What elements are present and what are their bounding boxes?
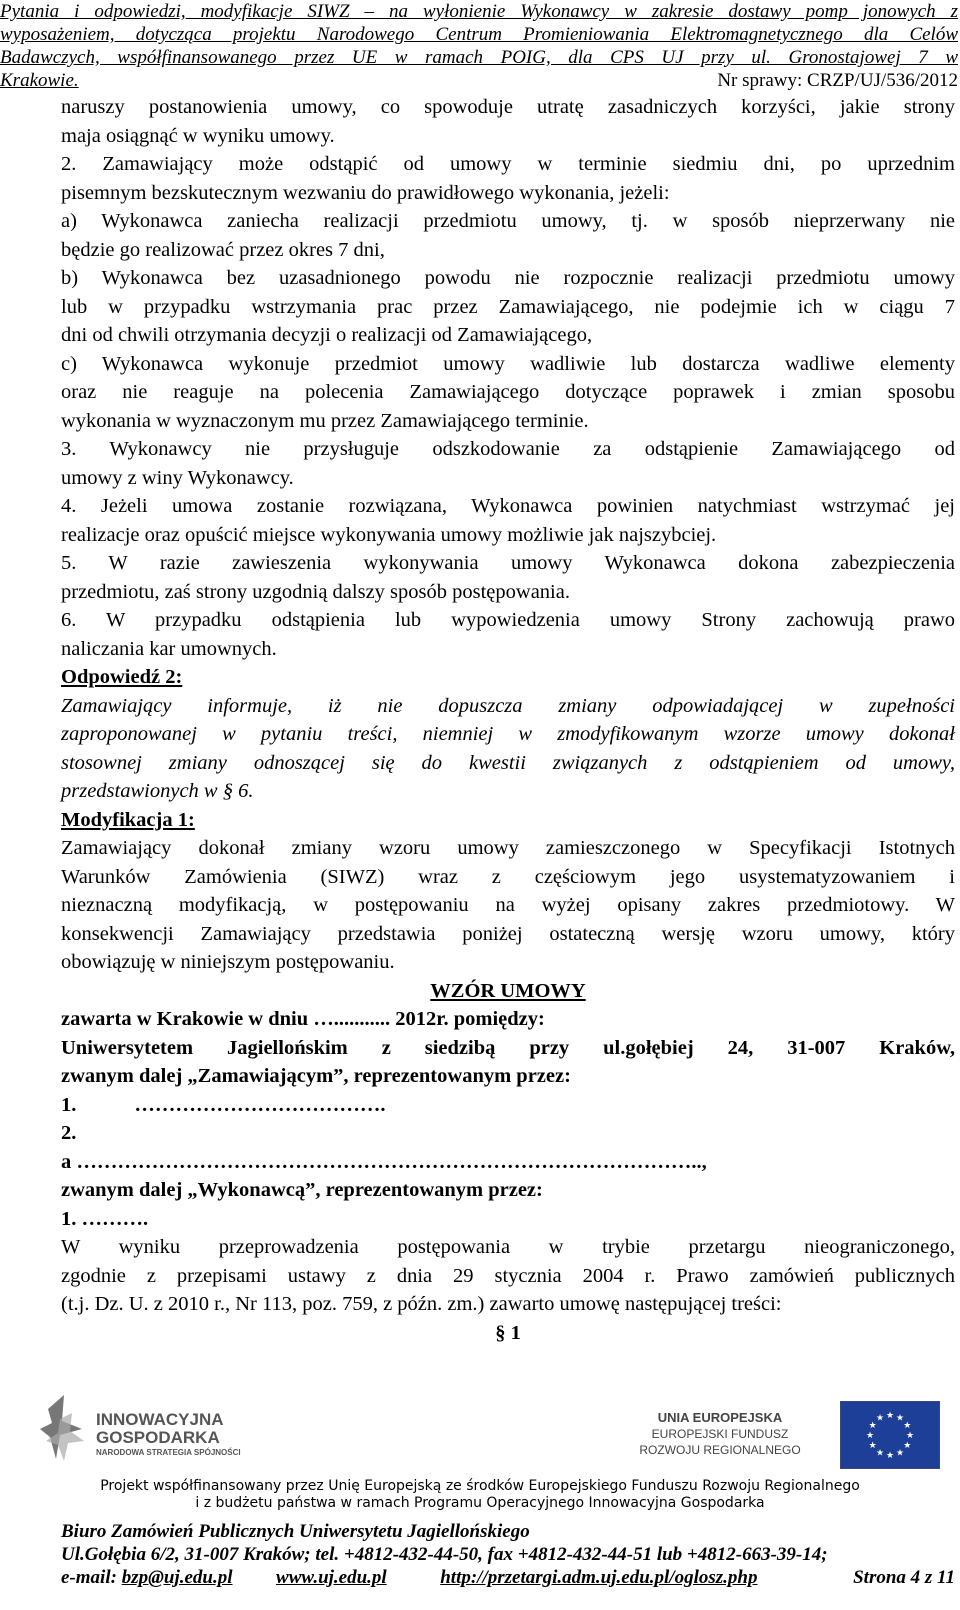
header-line-1: Pytania i odpowiedzi, modyfikacje SIWZ – na wyłonienie Wykonawcy w zakresie dostawy pomp jonowych z: [0, 1, 958, 22]
text-line: 3. Wykonawcy nie przysługuje odszkodowanie za odstąpienie Zamawiającego od: [61, 438, 955, 460]
eu-star-icon: ★: [903, 1440, 912, 1450]
text-line: 2. Zamawiający może odstąpić od umowy w terminie siedmiu dni, po uprzednim: [61, 153, 955, 175]
answer-line: zaproponowanej w pytaniu treści, niemniej w zmodyfikowanym wzorze umowy dokonał: [61, 723, 955, 745]
logo-right-text: [630, 1409, 810, 1458]
text-line: realizacje oraz opuścić miejsce wykonywania umowy możliwie jak najszybciej.: [61, 523, 717, 546]
header-line-4: [0, 69, 958, 92]
eu-star-icon: ★: [875, 1412, 885, 1423]
text-line: naruszy postanowienia umowy, co spowoduje utratę zasadniczych korzyści, jakie strony: [61, 96, 955, 118]
text-line: 5. W razie zawieszenia wykonywania umowy Wykonawca dokona zabezpieczenia: [61, 552, 955, 574]
text-line: (t.j. Dz. U. z 2010 r., Nr 113, poz. 759, z późn. zm.) zawarto umowę następującej treści:: [61, 1293, 782, 1315]
text-line: nieznaczną modyfikacją, w postępowaniu na wyżej opisany zakres przedmiotowy. W: [61, 894, 955, 916]
section-mark: § 1: [495, 1321, 521, 1344]
contract-title: WZÓR UMOWY: [430, 979, 586, 1002]
contract-line: zwanym dalej „Zamawiającym”, reprezentowanym przez:: [61, 1065, 571, 1087]
text-line: wykonania w wyznaczonym mu przez Zamawiającego terminie.: [61, 409, 589, 432]
contract-line: [61, 1091, 955, 1120]
eu-star-icon: ★: [895, 1447, 905, 1458]
page-number: Strona 4 z 11: [853, 1567, 955, 1588]
header-location: Krakowie.: [0, 70, 79, 91]
text-line: umowy z winy Wykonawcy.: [61, 466, 294, 489]
text-line: 4. Jeżeli umowa zostanie rozwiązana, Wykonawca powinien natychmiast wstrzymać jej: [61, 495, 955, 517]
header-line-2: wyposażeniem, dotycząca projektu Narodowego Centrum Promieniowania Elektromagnetycznego dla Celów: [0, 24, 958, 45]
text-line: naliczania kar umownych.: [61, 637, 277, 660]
contract-line: zwanym dalej „Wykonawcą”, reprezentowanym przez:: [61, 1179, 543, 1201]
email-label: e-mail:: [61, 1567, 117, 1588]
contract-line: zawarta w Krakowie w dniu …........... 2012r. pomiędzy:: [61, 1008, 545, 1030]
eu-star-icon: ★: [868, 1440, 877, 1450]
modification-heading: Modyfikacja 1:: [61, 808, 195, 831]
text-line: maja osiągnąć w wyniku umowy.: [61, 124, 335, 147]
answer-line: przedstawionych w § 6.: [61, 780, 254, 802]
email-link[interactable]: bzp@uj.edu.pl: [121, 1567, 233, 1588]
logo-right-line-3: ROZWOJU REGIONALNEGO: [639, 1443, 801, 1457]
eu-star-icon: ★: [905, 1430, 915, 1440]
footer-links: [61, 1566, 955, 1589]
header-line-3: Badawczych, współfinansowanego przez UE w ramach POIG, dla CPS UJ przy ul. Gronostajowej 7 w: [0, 47, 958, 68]
eu-star-icon: ★: [868, 1420, 877, 1430]
eu-star-icon: ★: [875, 1447, 885, 1458]
contract-line: Uniwersytetem Jagiellońskim z siedzibą przy ul.gołębiej 24, 31-007 Kraków,: [61, 1036, 955, 1059]
contract-line: 2.: [61, 1122, 77, 1144]
answer-line: stosownej zmiany odnoszącej się do kwestii związanych z odstąpieniem od umowy,: [61, 751, 955, 774]
eu-star-icon: ★: [865, 1430, 875, 1440]
text-line: Warunków Zamówienia (SIWZ) wraz z częściowym jego usystematyzowaniem i: [61, 865, 955, 888]
logo-left-line-3: NARODOWA STRATEGIA SPÓJNOŚCI: [96, 1448, 241, 1457]
project-note-line-2: i z budżetu państwa w ramach Programu Operacyjnego Innowacyjna Gospodarka: [195, 1495, 765, 1511]
logo-right-line-1: UNIA EUROPEJSKA: [657, 1410, 783, 1425]
logo-left-line-1: INNOWACYJNA: [96, 1410, 224, 1429]
project-note: [0, 1478, 960, 1512]
document-body: [61, 93, 955, 1347]
rep-number: 1.: [61, 1093, 77, 1116]
project-note-line-1: Projekt współfinansowany przez Unię Europejską ze środków Europejskiego Funduszu Rozwoju Regionalnego: [100, 1478, 860, 1494]
eu-star-icon: ★: [895, 1412, 905, 1423]
text-line: obowiązuję w niniejszym postępowaniu.: [61, 951, 395, 973]
rep-dots: ……………………………….: [134, 1093, 386, 1116]
footer-address: Ul.Gołębia 6/2, 31-007 Kraków; tel. +4812-432-44-50, fax +4812-432-44-51 lub +4812-663-39-14;: [61, 1544, 828, 1565]
text-line: c) Wykonawca wykonuje przedmiot umowy wadliwie lub dostarcza wadliwe elementy: [61, 352, 955, 375]
eu-star-icon: ★: [885, 1450, 895, 1460]
eu-star-icon: ★: [885, 1410, 895, 1420]
text-line: dni od chwili otrzymania decyzji o realizacji od Zamawiającego,: [61, 324, 593, 346]
case-number: Nr sprawy: CRZP/UJ/536/2012: [717, 70, 958, 91]
text-line: pisemnym bezskutecznym wezwaniu do prawidłowego wykonania, jeżeli:: [61, 181, 670, 204]
logo-right-line-2: EUROPEJSKI FUNDUSZ: [651, 1427, 789, 1441]
logo-left-text: [96, 1411, 241, 1459]
eu-star-icon: ★: [903, 1420, 912, 1430]
answer-heading: Odpowiedź 2:: [61, 666, 183, 688]
text-line: konsekwencji Zamawiający przedstawia poniżej ostateczną wersję wzoru umowy, który: [61, 922, 955, 945]
text-line: lub w przypadku wstrzymania prac przez Zamawiającego, nie podejmie ich w ciągu 7: [61, 295, 955, 318]
contract-line: 1. ……….: [61, 1207, 149, 1230]
logo-left-line-2: GOSPODARKA: [96, 1428, 220, 1447]
text-line: b) Wykonawca bez uzasadnionego powodu nie rozpocznie realizacji przedmiotu umowy: [61, 267, 955, 289]
text-line: oraz nie reaguje na polecenia Zamawiającego dotyczące poprawek i zmian sposobu: [61, 381, 955, 403]
contract-line: a ………………………………………………………………………………..,: [61, 1150, 707, 1173]
text-line: będzie go realizować przez okres 7 dni,: [61, 238, 385, 261]
answer-line: Zamawiający informuje, iż nie dopuszcza zmiany odpowiadającej w zupełności: [61, 694, 955, 717]
text-line: a) Wykonawca zaniecha realizacji przedmiotu umowy, tj. w sposób nieprzerwany nie: [61, 210, 955, 232]
text-line: Zamawiający dokonał zmiany wzoru umowy zamieszczonego w Specyfikacji Istotnych: [61, 837, 955, 859]
text-line: W wyniku przeprowadzenia postępowania w trybie przetargu nieograniczonego,: [61, 1236, 955, 1258]
footer-office: Biuro Zamówień Publicznych Uniwersytetu Jagiellońskiego: [61, 1521, 530, 1542]
text-line: 6. W przypadku odstąpienia lub wypowiedzenia umowy Strony zachowują prawo: [61, 609, 955, 631]
eu-flag-icon: [840, 1401, 940, 1469]
tender-link[interactable]: http://przetargi.adm.uj.edu.pl/oglosz.php: [440, 1567, 758, 1588]
text-line: zgodnie z przepisami ustawy z dnia 29 stycznia 2004 r. Prawo zamówień publicznych: [61, 1264, 955, 1287]
text-line: przedmiotu, zaś strony uzgodnią dalszy sposób postępowania.: [61, 580, 570, 603]
www-link[interactable]: www.uj.edu.pl: [276, 1567, 387, 1588]
